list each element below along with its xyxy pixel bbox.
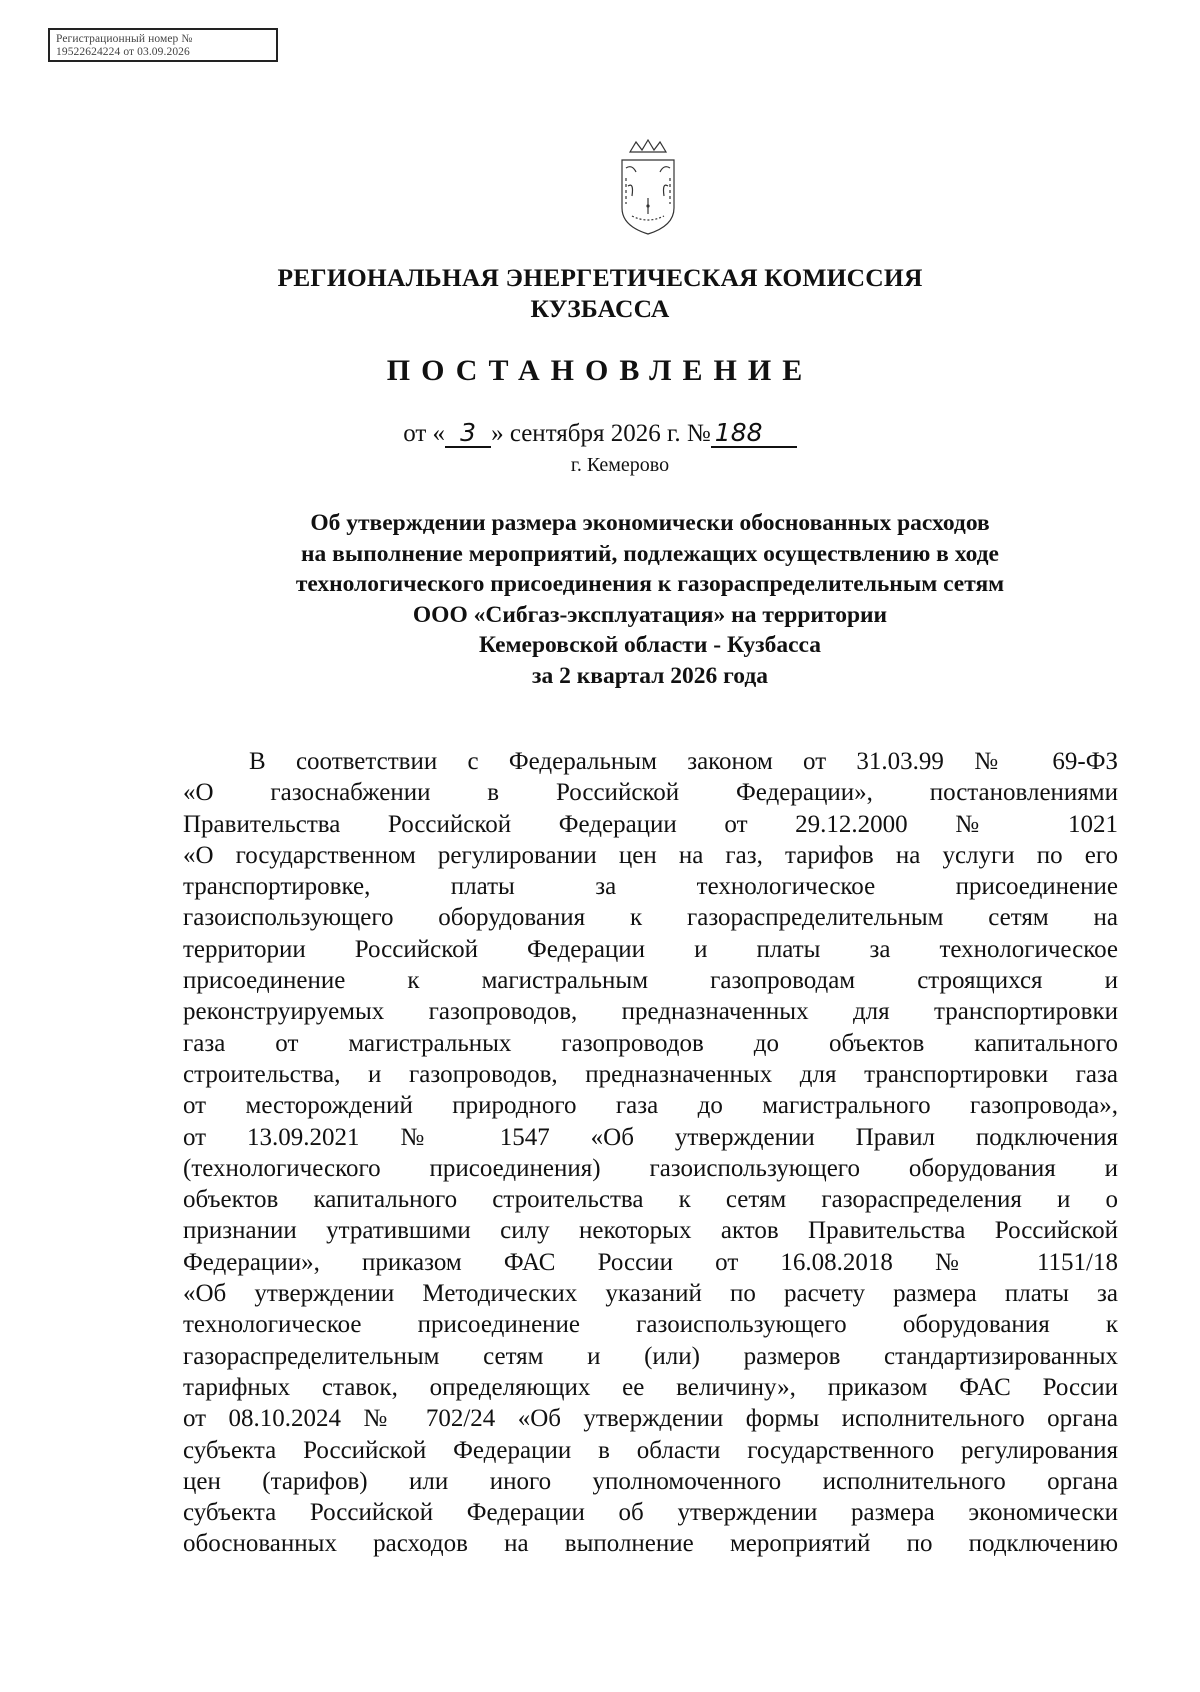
date-prefix: от « <box>403 420 446 447</box>
body-line: газораспределительным сетям и (или) размеров стандартизированных <box>183 1342 1118 1370</box>
title-line: Кемеровской области - Кузбасса <box>478 632 822 658</box>
document-title <box>200 508 1100 691</box>
date-middle: » сентября 2026 г. № <box>491 420 711 447</box>
handwritten-day: 3 <box>445 420 491 448</box>
title-line: ООО «Сибгаз-эксплуатация» на территории <box>412 601 888 628</box>
organization-name <box>0 262 1200 324</box>
body-line: от 13.09.2021 № 1547 «Об утверждении Правил подключения <box>183 1123 1118 1151</box>
document-body <box>183 746 1118 1560</box>
body-line: технологическое присоединение газоиспользующего оборудования к <box>183 1311 1118 1339</box>
body-line: «О государственном регулировании цен на газ, тарифов на услуги по его <box>183 841 1118 869</box>
body-line: газоиспользующего оборудования к газораспределительным сетям на <box>183 904 1118 932</box>
body-line: (технологического присоединения) газоиспользующего оборудования и <box>183 1154 1118 1182</box>
body-line: реконструируемых газопроводов, предназначенных для транспортировки <box>183 998 1118 1026</box>
body-line: субъекта Российской Федерации об утверждении размера экономически <box>183 1499 1118 1527</box>
body-line: территории Российской Федерации и платы за технологическое <box>183 935 1118 963</box>
body-line: Федерации», приказом ФАС России от 16.08.2018 № 1151/18 <box>183 1248 1118 1276</box>
registration-stamp <box>48 28 278 62</box>
body-line: Правительства Российской Федерации от 29.12.2000 № 1021 <box>183 810 1118 838</box>
body-line: строительства, и газопроводов, предназначенных для транспортировки газа <box>183 1060 1118 1088</box>
organization-name-line1: РЕГИОНАЛЬНАЯ ЭНЕРГЕТИЧЕСКАЯ КОМИССИЯ <box>277 263 923 292</box>
body-line: В соответствии с Федеральным законом от 31.03.99 № 69-ФЗ <box>249 748 1118 775</box>
body-line: «О газоснабжении в Российской Федерации», постановлениями <box>183 779 1118 807</box>
body-line: газа от магистральных газопроводов до объектов капитального <box>183 1029 1118 1057</box>
document-type: ПОСТАНОВЛЕНИЕ <box>386 354 814 387</box>
title-line: на выполнение мероприятий, подлежащих осуществлению в ходе <box>300 540 999 567</box>
title-line: за 2 квартал 2026 года <box>532 662 768 689</box>
title-line: Об утверждении размера экономически обоснованных расходов <box>310 510 990 536</box>
body-line: цен (тарифов) или иного уполномоченного исполнительного органа <box>183 1467 1118 1495</box>
title-line: технологического присоединения к газораспределительным сетям <box>295 571 1005 597</box>
document-date-line <box>0 420 1200 448</box>
kuzbass-coat-of-arms-icon <box>612 138 684 238</box>
body-line: от 08.10.2024 № 702/24 «Об утверждении формы исполнительного органа <box>183 1405 1118 1433</box>
body-line: тарифных ставок, определяющих ее величину», приказом ФАС России <box>183 1373 1118 1401</box>
body-line: субъекта Российской Федерации в области государственного регулирования <box>183 1436 1118 1464</box>
body-line: транспортировке, платы за технологическое присоединение <box>183 873 1118 901</box>
body-line: «Об утверждении Методических указаний по расчету размера платы за <box>183 1280 1118 1308</box>
organization-name-line2: КУЗБАССА <box>530 294 670 323</box>
registration-stamp-line1: Регистрационный номер № <box>56 33 193 45</box>
handwritten-document-number: 188 <box>711 420 797 448</box>
body-line: от месторождений природного газа до магистрального газопровода», <box>183 1092 1118 1120</box>
registration-stamp-line2: 19522624224 от 03.09.2026 <box>56 46 190 58</box>
body-line: обоснованных расходов на выполнение мероприятий по подключению <box>183 1530 1118 1558</box>
body-line: объектов капитального строительства к сетям газораспределения и о <box>183 1186 1118 1214</box>
body-line: признании утратившими силу некоторых актов Правительства Российской <box>183 1217 1118 1245</box>
city-name: г. Кемерово <box>570 454 670 476</box>
body-line: присоединение к магистральным газопроводам строящихся и <box>183 967 1118 995</box>
